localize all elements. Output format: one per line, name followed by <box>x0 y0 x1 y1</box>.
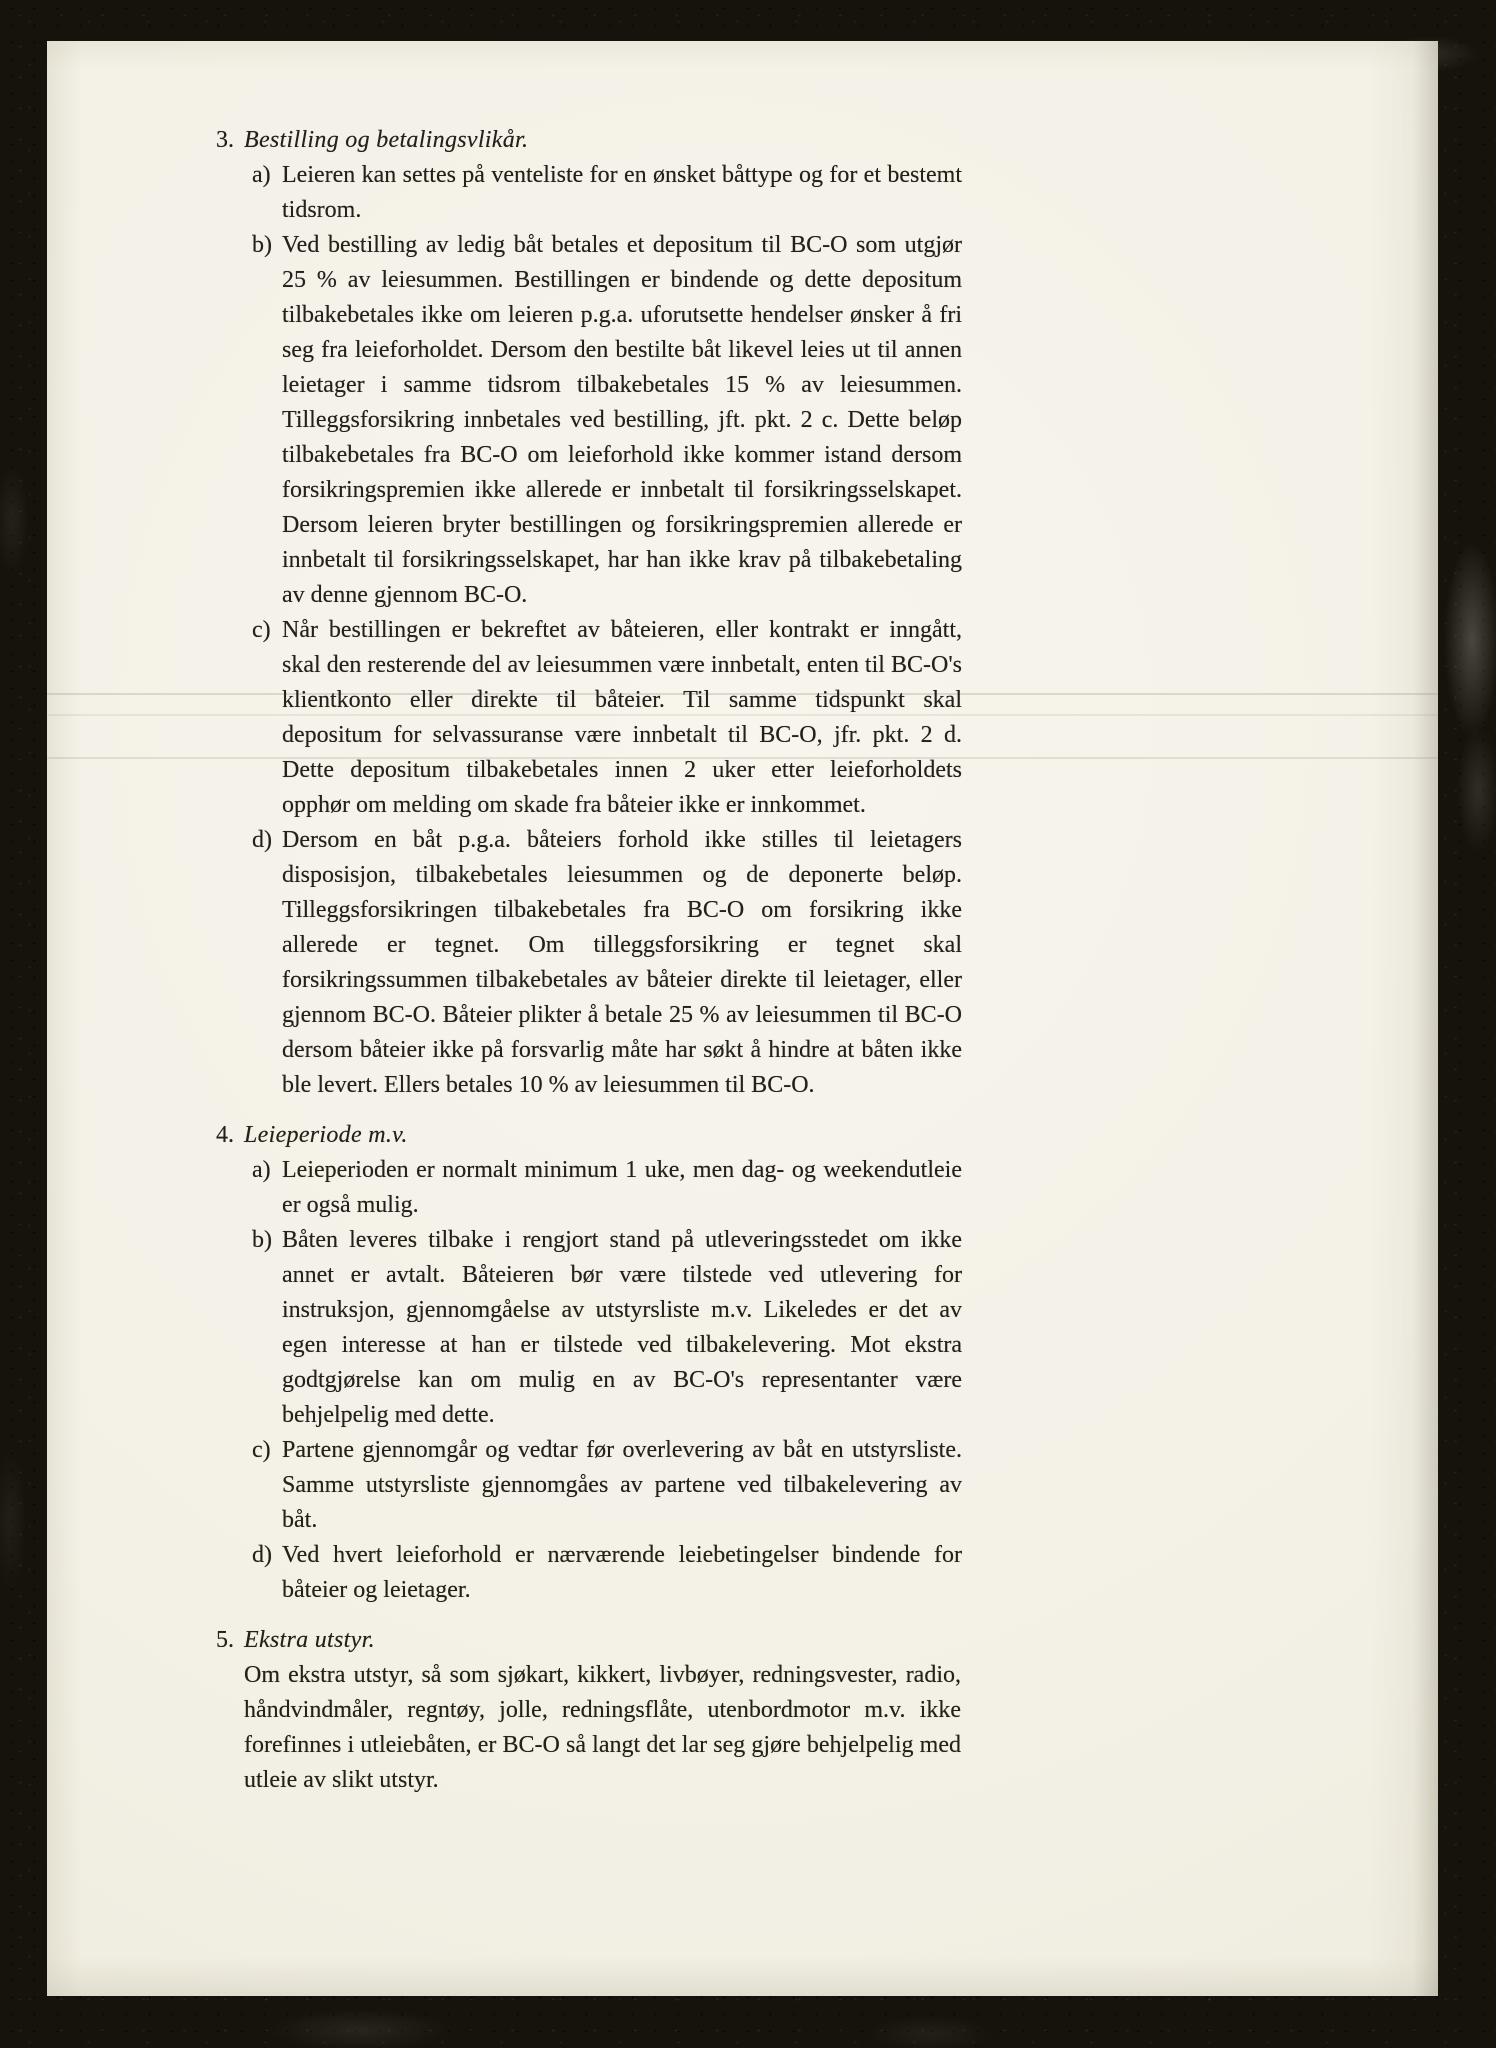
item-label: c) <box>252 617 271 643</box>
item-text: Leieren kan settes på venteliste for en ønsket båttype og for et bestemt tidsrom. <box>282 162 962 223</box>
item-label: b) <box>252 1227 272 1253</box>
list-item-4c <box>252 1433 962 1538</box>
list-item-4d <box>252 1538 962 1608</box>
section-number: 3. <box>216 127 234 153</box>
item-text: Båten leveres tilbake i rengjort stand på utleveringsstedet om ikke annet er avtalt. Båteieren bør være tilstede ved utlevering for instruksjon, gjennomgåelse av utstyrsliste m.v. Likeledes er det av egen interesse at han er tilstede ved tilbakelevering. Mot ekstra godtgjørelse kan om mulig en av BC-O's representanter være behjelpelig med dette. <box>282 1227 962 1428</box>
section-number: 5. <box>216 1627 234 1653</box>
section-5 <box>216 1623 962 1798</box>
item-label: a) <box>252 162 271 188</box>
item-text: Ved bestilling av ledig båt betales et depositum til BC-O som utgjør 25 % av leiesummen. Bestillingen er bindende og dette depositum tilbakebetales ikke om leieren p.g.a. uforutsette hendelser ønsker å fri seg fra leieforholdet. Dersom den bestilte båt likevel leies ut til annen leietager i samme tidsrom tilbakebetales 15 % av leiesummen. Tilleggsforsikring innbetales ved bestilling, jft. pkt. 2 c. Dette beløp tilbakebetales fra BC-O om leieforhold ikke kommer istand dersom forsikringspremien ikke allerede er innbetalt til forsikringsselskapet. Dersom leieren bryter bestillingen og forsikringspremien allerede er innbetalt til forsikringsselskapet, har han ikke krav på tilbakebetaling av denne gjennom BC-O. <box>282 232 962 608</box>
item-text: Partene gjennomgår og vedtar før overlevering av båt en utstyrsliste. Samme utstyrsliste gjennomgåes av partene ved tilbakelevering av båt. <box>282 1437 962 1533</box>
section-title: Bestilling og betalingsvlikår. <box>244 127 529 153</box>
section-title: Leieperiode m.v. <box>244 1122 408 1148</box>
item-label: a) <box>252 1157 271 1183</box>
list-item-4a <box>252 1153 962 1223</box>
item-label: d) <box>252 827 272 853</box>
section-3 <box>216 123 962 1103</box>
page-content <box>216 123 962 1798</box>
paragraph-text: Om ekstra utstyr, så som sjøkart, kikkert, livbøyer, redningsvester, radio, håndvindmåler, regntøy, jolle, redningsflåte, utenbordmotor m.v. ikke forefinnes i utleiebåten, er BC-O så langt det lar seg gjøre behjelpelig med utleie av slikt utstyr. <box>244 1662 961 1793</box>
section-number: 4. <box>216 1122 234 1148</box>
item-text: Dersom en båt p.g.a. båteiers forhold ikke stilles til leietagers disposisjon, tilbakebetales leiesummen og de deponerte beløp. Tilleggsforsikringen tilbakebetales fra BC-O om forsikring ikke allerede er tegnet. Om tilleggsforsikring er tegnet skal forsikringssummen tilbakebetales av båteier direkte til leietager, eller gjennom BC-O. Båteier plikter å betale 25 % av leiesummen til BC-O dersom båteier ikke på forsvarlig måte har søkt å hindre at båten ikke ble levert. Ellers betales 10 % av leiesummen til BC-O. <box>282 827 962 1098</box>
list-item-3d <box>252 823 962 1103</box>
item-text: Ved hvert leieforhold er nærværende leiebetingelser bindende for båteier og leietager. <box>282 1542 962 1603</box>
section-heading <box>216 1623 962 1658</box>
section-heading <box>216 123 962 158</box>
section-4 <box>216 1118 962 1608</box>
item-text: Når bestillingen er bekreftet av båteieren, eller kontrakt er inngått, skal den resterende del av leiesummen være innbetalt, enten til BC-O's klientkonto eller direkte til båteier. Til samme tidspunkt skal depositum for selvassuranse være innbetalt til BC-O, jfr. pkt. 2 d. Dette depositum tilbakebetales innen 2 uker etter leieforholdets opphør om melding om skade fra båteier ikke er innkommet. <box>282 617 962 818</box>
list-item-3c <box>252 613 962 823</box>
item-label: b) <box>252 232 272 258</box>
list-item-3b <box>252 228 962 613</box>
section-title: Ekstra utstyr. <box>244 1627 375 1653</box>
list-item-4b <box>252 1223 962 1433</box>
document-page <box>47 41 1438 1996</box>
item-text: Leieperioden er normalt minimum 1 uke, men dag- og weekendutleie er også mulig. <box>282 1157 962 1218</box>
item-label: c) <box>252 1437 271 1463</box>
item-label: d) <box>252 1542 272 1568</box>
list-item-3a <box>252 158 962 228</box>
section-heading <box>216 1118 962 1153</box>
